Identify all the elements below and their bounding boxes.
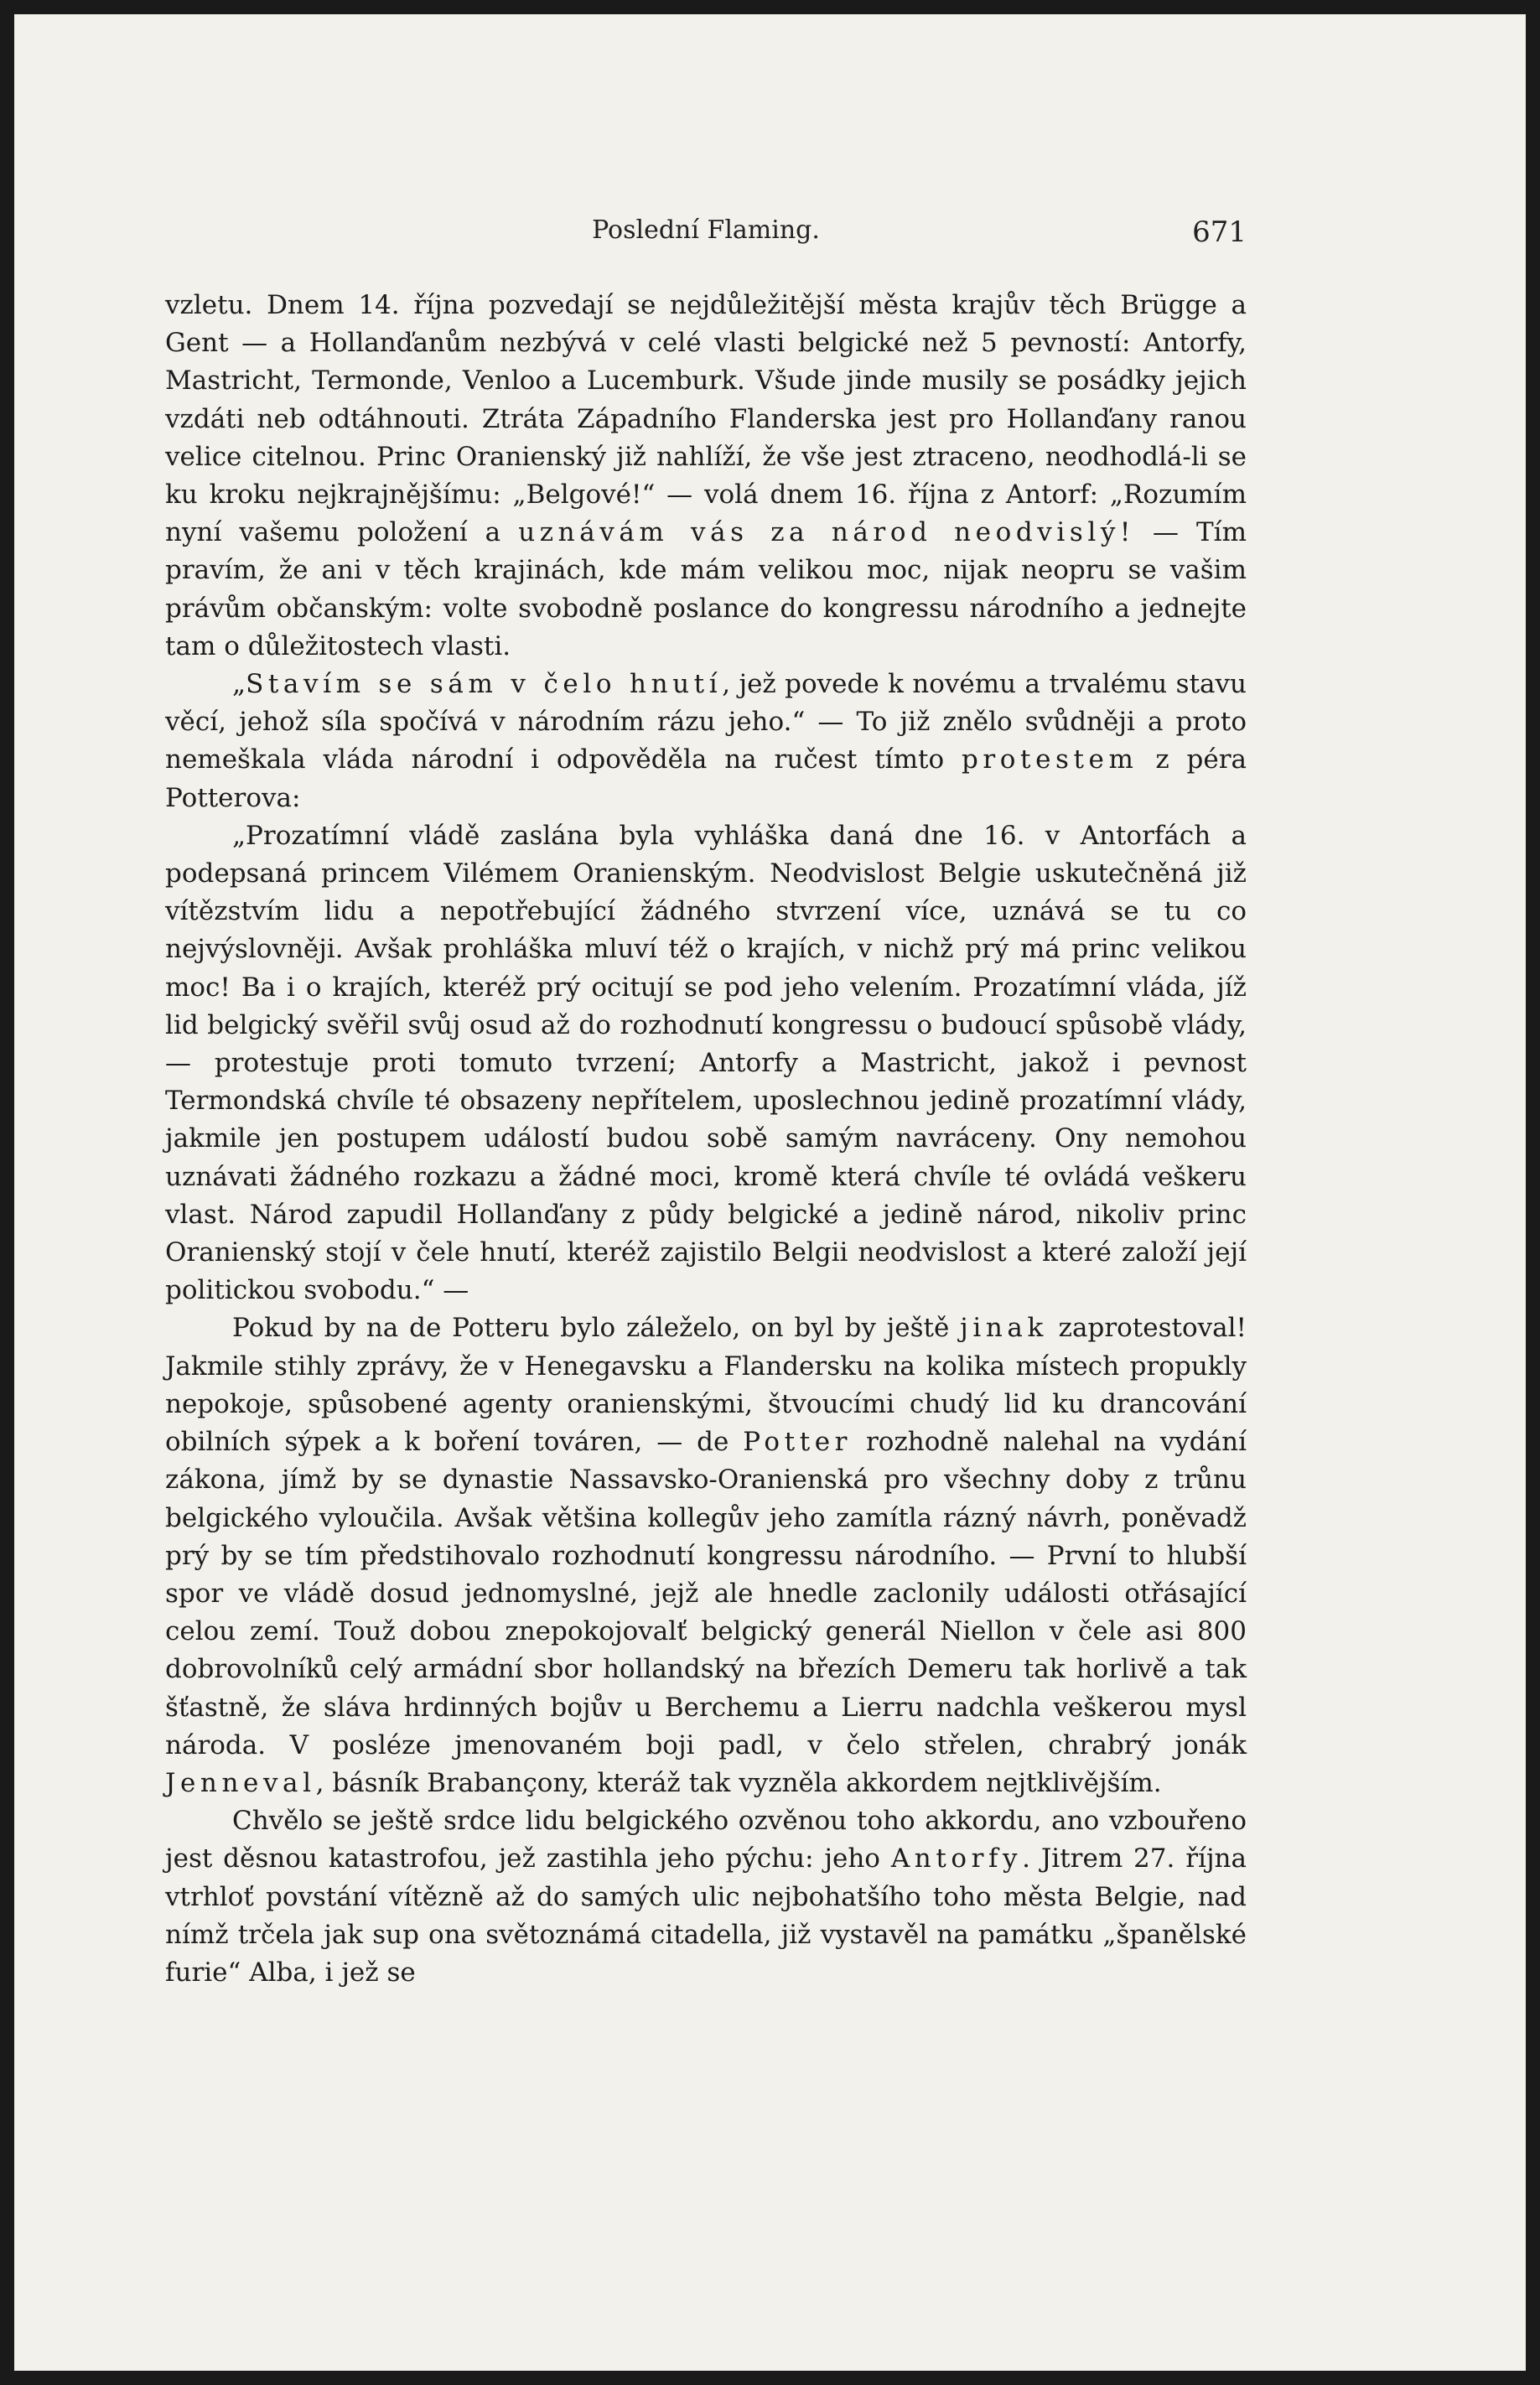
- spaced-emphasis: Antorfy: [890, 1843, 1023, 1874]
- text-run: — Tím pravím, že ani v těch krajinách, kde mám velikou moc, nijak neopru se vašim právům občanským: volte svobodně poslance do kongressu národního a jednejte tam o důležitostech vlasti.: [165, 517, 1247, 661]
- spaced-emphasis: protestem: [961, 744, 1138, 775]
- text-run: z péra Potterova:: [165, 744, 1247, 813]
- paragraph-3: [165, 817, 1247, 1310]
- running-title: Poslední Flaming.: [592, 215, 820, 245]
- text-run: , básník Brabançony, kteráž tak vyzněla akkordem nejtklivějším.: [315, 1767, 1162, 1798]
- spaced-emphasis: uznávám vás za národ neodvislý!: [518, 517, 1135, 548]
- text-run: Chvělo se ještě srdce lidu belgického ozvěnou toho akkordu, ano vzbouřeno jest děsnou katastrofou, jež zastihla jeho pýchu: jeho: [165, 1806, 1247, 1874]
- paragraph-4: [165, 1309, 1247, 1802]
- spaced-emphasis: jinak: [960, 1313, 1048, 1344]
- text-run: . Jitrem 27. října vtrhloť povstání vítězně až do samých ulic nejbohatšího toho města Belgie, nad nímž trčela jak sup ona světoznámá citadella, již vystavěl na památku „španělské furie“ Alba, i jež se: [165, 1843, 1247, 1988]
- paragraph-1: [165, 287, 1247, 666]
- text-run: , jež povede k novému a trvalému stavu věcí, jehož síla spočívá v národním rázu jeho.“ — To již znělo svůdněji a proto nemeškala vláda národní i odpověděla na ručest tímto: [165, 669, 1247, 775]
- text-run: „: [232, 669, 246, 700]
- text-run: vzletu. Dnem 14. října pozvedají se nejdůležitější města krajův těch Brügge a Gent — a Hollanďanům nezbývá v celé vlasti belgické než 5 pevností: Antorfy, Mastricht, Termonde, Venloo a Lucemburk. Všude jinde musily se posádky jejich vzdáti neb odtáhnouti. Ztráta Západního Flanderska jest pro Hollanďany ranou velice citelnou. Princ Oranienský již nahlíží, že vše jest ztraceno, neodhodlá-li se ku kroku nejkrajnějšímu: „Belgové!“ — volá dnem 16. října z Antorf: „Rozumím nyní vašemu položení a: [165, 290, 1247, 548]
- text-run: rozhodně nalehal na vydání zákona, jímž by se dynastie Nassavsko-Oranienská pro všechny doby z trůnu belgického vyloučila. Avšak většina kollegův jeho zamítla rázný návrh, poněvadž prý by se tím předstihovalo rozhodnutí kongressu národního. — První to hlubší spor ve vládě dosud jednomyslné, jejž ale hnedle zaclonily události otřásající celou zemí. Touž dobou znepokojovalť belgický generál Niellon v čele asi 800 dobrovolníků celý armádní sbor hollandský na březích Demeru tak horlivě a tak šťastně, že sláva hrdinných bojův u Berchemu a Lierru nadchla veškerou mysl národa. V posléze jmenovaném boji padl, v čelo střelen, chrabrý jonák: [165, 1427, 1247, 1760]
- spaced-emphasis: Jenneval: [165, 1767, 316, 1798]
- book-page: [14, 14, 1526, 2371]
- body-text: [165, 287, 1247, 1992]
- paragraph-5: [165, 1802, 1247, 1992]
- spaced-emphasis: Potter: [743, 1427, 853, 1458]
- text-run: Pokud by na de Potteru bylo záleželo, on byl by ještě: [232, 1313, 961, 1344]
- spaced-emphasis: Stavím se sám v čelo hnutí: [246, 669, 723, 700]
- paragraph-2: [165, 666, 1247, 817]
- page-header: [165, 215, 1247, 259]
- text-run: „Prozatímní vládě zaslána byla vyhláška daná dne 16. v Antorfách a podepsaná princem Vilémem Oranienským. Neodvislost Belgie uskutečněná již vítězstvím lidu a nepotřebující žádného stvrzení více, uznává se tu co nejvýslovněji. Avšak prohláška mluví též o krajích, v nichž prý má princ velikou moc! Ba i o krajích, kteréž prý ocitují se pod jeho velením. Prozatímní vláda, jíž lid belgický svěřil svůj osud až do rozhodnutí kongressu o budoucí spůsobě vlády, — protestuje proti tomuto tvrzení; Antorfy a Mastricht, jakož i pevnost Termondská chvíle té obsazeny nepřítelem, uposlechnou jedině prozatímní vlády, jakmile jen postupem událostí budou sobě samým navráceny. Ony nemohou uznávati žádného rozkazu a žádné moci, kromě která chvíle té ovládá veškeru vlast. Národ zapudil Hollanďany z půdy belgické a jedině národ, nikoliv princ Oranienský stojí v čele hnutí, kteréž zajistilo Belgii neodvislost a které založí její politickou svobodu.“ —: [165, 820, 1247, 1306]
- page-number: 671: [1192, 215, 1247, 249]
- text-run: zaprotestoval! Jakmile stihly zprávy, že v Henegavsku a Flandersku na kolika místech propukly nepokoje, spůsobené agenty oranienskými, štvoucími chudý lid ku drancování obilních sýpek a k boření továren, — de: [165, 1313, 1247, 1458]
